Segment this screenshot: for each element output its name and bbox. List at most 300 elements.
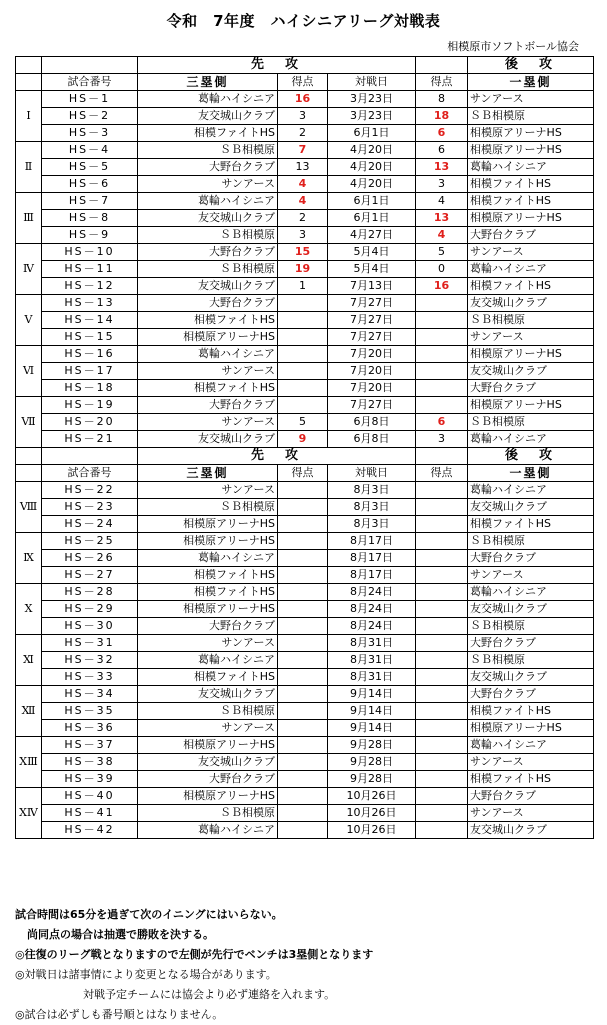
away-score: 6 [416, 125, 468, 142]
match-date: 4月20日 [328, 176, 416, 193]
away-score [416, 346, 468, 363]
col-away-score: 得点 [416, 465, 468, 482]
away-score: 18 [416, 108, 468, 125]
match-date: 9月28日 [328, 754, 416, 771]
away-team: 相模ファイトHS [468, 703, 594, 720]
table-row [16, 125, 594, 142]
match-date: 5月4日 [328, 261, 416, 278]
table-row [16, 431, 594, 448]
match-date: 8月17日 [328, 533, 416, 550]
home-score: 4 [278, 176, 328, 193]
home-score: 3 [278, 227, 328, 244]
away-score [416, 822, 468, 839]
round-label: Ⅸ [16, 533, 42, 584]
away-team: ＳＢ相模原 [468, 652, 594, 669]
home-score: 9 [278, 431, 328, 448]
match-date: 6月8日 [328, 414, 416, 431]
home-team: サンアース [138, 720, 278, 737]
away-score [416, 618, 468, 635]
game-number: HS－22 [42, 482, 138, 499]
match-date: 6月8日 [328, 431, 416, 448]
away-team: 友交城山クラブ [468, 295, 594, 312]
away-score: 6 [416, 414, 468, 431]
home-team: ＳＢ相模原 [138, 703, 278, 720]
match-date: 7月20日 [328, 363, 416, 380]
away-team: 大野台クラブ [468, 380, 594, 397]
away-score [416, 720, 468, 737]
home-score [278, 567, 328, 584]
organizer: 相模原市ソフトボール協会 [447, 40, 579, 53]
home-score [278, 584, 328, 601]
note-line: 対戦予定チームには協会より必ず連絡を入れます。 [83, 988, 336, 1001]
match-date: 9月14日 [328, 720, 416, 737]
round-label: XⅢ [16, 737, 42, 788]
table-row [16, 533, 594, 550]
home-team: 葛輪ハイシニア [138, 193, 278, 210]
away-score [416, 516, 468, 533]
match-date: 5月4日 [328, 244, 416, 261]
away-group-header: 後 攻 [468, 57, 594, 74]
match-date: 9月14日 [328, 703, 416, 720]
round-label: Ⅻ [16, 686, 42, 737]
home-score [278, 635, 328, 652]
game-number: HS－23 [42, 499, 138, 516]
game-number: HS－13 [42, 295, 138, 312]
home-score [278, 329, 328, 346]
table-row [16, 142, 594, 159]
page-title: 令和 7年度 ハイシニアリーグ対戦表 [166, 12, 441, 30]
table-row [16, 329, 594, 346]
game-number: HS－32 [42, 652, 138, 669]
away-score [416, 380, 468, 397]
away-score: 8 [416, 91, 468, 108]
match-date: 9月28日 [328, 737, 416, 754]
away-score: 16 [416, 278, 468, 295]
table-row [16, 295, 594, 312]
away-score [416, 737, 468, 754]
home-team: 相模ファイトHS [138, 669, 278, 686]
home-team: 大野台クラブ [138, 771, 278, 788]
home-team: 相模原アリーナHS [138, 601, 278, 618]
away-score [416, 754, 468, 771]
round-label: Ⅳ [16, 244, 42, 295]
away-score [416, 550, 468, 567]
table-row [16, 346, 594, 363]
table-row [16, 754, 594, 771]
home-score [278, 754, 328, 771]
match-date: 8月24日 [328, 601, 416, 618]
note-line: ◎対戦日は諸事情により変更となる場合があります。 [15, 968, 277, 981]
game-number: HS－14 [42, 312, 138, 329]
header-row-groups [16, 448, 594, 465]
away-score: 13 [416, 210, 468, 227]
table-row [16, 176, 594, 193]
header-row-groups [16, 57, 594, 74]
table-row [16, 227, 594, 244]
match-date: 4月20日 [328, 159, 416, 176]
game-number: HS－16 [42, 346, 138, 363]
home-team: 相模原アリーナHS [138, 533, 278, 550]
home-score [278, 788, 328, 805]
home-score [278, 720, 328, 737]
match-date: 8月3日 [328, 516, 416, 533]
round-label: Ⅷ [16, 482, 42, 533]
game-number: HS－19 [42, 397, 138, 414]
table-row [16, 210, 594, 227]
table-row [16, 686, 594, 703]
home-team: 相模ファイトHS [138, 380, 278, 397]
away-score [416, 499, 468, 516]
home-group-header: 先 攻 [138, 57, 416, 74]
game-number: HS－3 [42, 125, 138, 142]
match-date: 9月14日 [328, 686, 416, 703]
match-date: 3月23日 [328, 108, 416, 125]
table-row [16, 108, 594, 125]
match-date: 7月13日 [328, 278, 416, 295]
home-score [278, 771, 328, 788]
game-number: HS－38 [42, 754, 138, 771]
away-team: 相模ファイトHS [468, 193, 594, 210]
game-number: HS－30 [42, 618, 138, 635]
away-team: 相模原アリーナHS [468, 210, 594, 227]
home-team: 相模原アリーナHS [138, 329, 278, 346]
away-score: 0 [416, 261, 468, 278]
away-team: 大野台クラブ [468, 550, 594, 567]
away-team: サンアース [468, 567, 594, 584]
game-number: HS－29 [42, 601, 138, 618]
table-row [16, 159, 594, 176]
table-row [16, 550, 594, 567]
home-team: ＳＢ相模原 [138, 261, 278, 278]
col-game-no: 試合番号 [42, 74, 138, 91]
home-team: サンアース [138, 414, 278, 431]
game-number: HS－10 [42, 244, 138, 261]
game-number: HS－35 [42, 703, 138, 720]
away-team: ＳＢ相模原 [468, 618, 594, 635]
game-number: HS－39 [42, 771, 138, 788]
home-score [278, 805, 328, 822]
header-row-columns [16, 465, 594, 482]
table-row [16, 703, 594, 720]
home-team: 葛輪ハイシニア [138, 652, 278, 669]
game-number: HS－37 [42, 737, 138, 754]
home-score [278, 295, 328, 312]
away-score [416, 363, 468, 380]
match-date: 7月27日 [328, 329, 416, 346]
home-team: 葛輪ハイシニア [138, 550, 278, 567]
table-row [16, 822, 594, 839]
home-team: 友交城山クラブ [138, 278, 278, 295]
game-number: HS－15 [42, 329, 138, 346]
away-team: 大野台クラブ [468, 227, 594, 244]
table-row [16, 771, 594, 788]
schedule-table [15, 56, 594, 839]
away-team: 相模原アリーナHS [468, 142, 594, 159]
match-date: 8月31日 [328, 669, 416, 686]
round-label: Ⅺ [16, 635, 42, 686]
game-number: HS－25 [42, 533, 138, 550]
home-team: 大野台クラブ [138, 618, 278, 635]
home-score: 4 [278, 193, 328, 210]
round-label: Ⅲ [16, 193, 42, 244]
game-number: HS－9 [42, 227, 138, 244]
away-team: ＳＢ相模原 [468, 108, 594, 125]
home-score [278, 703, 328, 720]
away-score [416, 771, 468, 788]
away-score [416, 805, 468, 822]
table-row [16, 601, 594, 618]
table-row [16, 720, 594, 737]
table-row [16, 516, 594, 533]
match-date: 4月20日 [328, 142, 416, 159]
table-row [16, 584, 594, 601]
away-team: サンアース [468, 805, 594, 822]
table-row [16, 788, 594, 805]
away-score: 3 [416, 176, 468, 193]
away-team: 友交城山クラブ [468, 499, 594, 516]
away-score [416, 601, 468, 618]
table-row [16, 499, 594, 516]
game-number: HS－20 [42, 414, 138, 431]
home-team: 相模ファイトHS [138, 567, 278, 584]
home-score [278, 363, 328, 380]
home-score [278, 499, 328, 516]
home-score [278, 550, 328, 567]
game-number: HS－6 [42, 176, 138, 193]
home-score: 2 [278, 210, 328, 227]
away-team: 相模ファイトHS [468, 516, 594, 533]
note-line: 尚同点の場合は抽選で勝敗を決する。 [27, 928, 214, 941]
match-date: 3月23日 [328, 91, 416, 108]
home-score: 7 [278, 142, 328, 159]
round-label: Ⅵ [16, 346, 42, 397]
home-team: ＳＢ相模原 [138, 142, 278, 159]
match-date: 10月26日 [328, 822, 416, 839]
away-score [416, 703, 468, 720]
col-date: 対戦日 [328, 465, 416, 482]
home-team: サンアース [138, 176, 278, 193]
game-number: HS－7 [42, 193, 138, 210]
away-team: 大野台クラブ [468, 788, 594, 805]
away-score: 3 [416, 431, 468, 448]
table-row [16, 363, 594, 380]
home-score: 19 [278, 261, 328, 278]
note-line: 試合時間は65分を過ぎて次のイニングにはいらない。 [15, 908, 283, 921]
home-team: 葛輪ハイシニア [138, 822, 278, 839]
away-score [416, 788, 468, 805]
away-team: サンアース [468, 329, 594, 346]
col-date: 対戦日 [328, 74, 416, 91]
home-score [278, 669, 328, 686]
away-team: 大野台クラブ [468, 635, 594, 652]
home-score [278, 686, 328, 703]
away-score [416, 397, 468, 414]
col-home-side: 三塁側 [138, 465, 278, 482]
table-row [16, 635, 594, 652]
match-date: 8月24日 [328, 618, 416, 635]
home-team: 葛輪ハイシニア [138, 91, 278, 108]
away-team: 相模ファイトHS [468, 771, 594, 788]
note-line: ◎往復のリーグ戦となりますので左側が先行でベンチは3塁側となります [15, 948, 374, 961]
table-row [16, 397, 594, 414]
away-team: 相模原アリーナHS [468, 125, 594, 142]
table-row [16, 482, 594, 499]
away-team: 相模原アリーナHS [468, 397, 594, 414]
game-number: HS－18 [42, 380, 138, 397]
match-date: 6月1日 [328, 125, 416, 142]
home-score [278, 533, 328, 550]
home-team: サンアース [138, 363, 278, 380]
table-row [16, 737, 594, 754]
match-date: 8月17日 [328, 550, 416, 567]
game-number: HS－8 [42, 210, 138, 227]
away-score: 5 [416, 244, 468, 261]
table-row [16, 567, 594, 584]
match-date: 8月31日 [328, 652, 416, 669]
away-score [416, 669, 468, 686]
home-score: 13 [278, 159, 328, 176]
home-team: 相模ファイトHS [138, 125, 278, 142]
round-label: Ⅱ [16, 142, 42, 193]
home-team: ＳＢ相模原 [138, 805, 278, 822]
col-game-no: 試合番号 [42, 465, 138, 482]
home-team: 友交城山クラブ [138, 754, 278, 771]
match-date: 8月3日 [328, 499, 416, 516]
game-number: HS－1 [42, 91, 138, 108]
notes [15, 905, 595, 1025]
match-date: 8月3日 [328, 482, 416, 499]
away-score [416, 312, 468, 329]
table-row [16, 380, 594, 397]
table-row [16, 193, 594, 210]
round-label: XⅣ [16, 788, 42, 839]
table-row [16, 669, 594, 686]
home-score [278, 380, 328, 397]
away-score [416, 635, 468, 652]
match-date: 7月27日 [328, 397, 416, 414]
away-team: 葛輪ハイシニア [468, 159, 594, 176]
round-label: Ⅰ [16, 91, 42, 142]
match-date: 7月27日 [328, 312, 416, 329]
away-team: 友交城山クラブ [468, 601, 594, 618]
home-score: 15 [278, 244, 328, 261]
match-date: 8月24日 [328, 584, 416, 601]
home-team: 相模ファイトHS [138, 312, 278, 329]
col-home-side: 三塁側 [138, 74, 278, 91]
home-group-header: 先 攻 [138, 448, 416, 465]
away-team: 葛輪ハイシニア [468, 431, 594, 448]
home-team: サンアース [138, 482, 278, 499]
away-team: ＳＢ相模原 [468, 533, 594, 550]
game-number: HS－34 [42, 686, 138, 703]
away-score [416, 584, 468, 601]
away-score [416, 567, 468, 584]
away-team: サンアース [468, 754, 594, 771]
away-team: 友交城山クラブ [468, 669, 594, 686]
game-number: HS－36 [42, 720, 138, 737]
match-date: 7月27日 [328, 295, 416, 312]
table-row [16, 261, 594, 278]
game-number: HS－41 [42, 805, 138, 822]
table-row [16, 414, 594, 431]
home-team: 友交城山クラブ [138, 686, 278, 703]
col-home-score: 得点 [278, 465, 328, 482]
game-number: HS－42 [42, 822, 138, 839]
game-number: HS－40 [42, 788, 138, 805]
away-team: 相模原アリーナHS [468, 720, 594, 737]
away-team: 相模ファイトHS [468, 176, 594, 193]
home-score: 16 [278, 91, 328, 108]
away-score: 6 [416, 142, 468, 159]
away-score [416, 652, 468, 669]
game-number: HS－5 [42, 159, 138, 176]
home-team: サンアース [138, 635, 278, 652]
match-date: 10月26日 [328, 805, 416, 822]
away-team: 葛輪ハイシニア [468, 261, 594, 278]
home-score: 2 [278, 125, 328, 142]
col-away-side: 一塁側 [468, 465, 594, 482]
home-score [278, 516, 328, 533]
note-line: ◎試合は必ずしも番号順とはなりません。 [15, 1008, 224, 1021]
table-row [16, 91, 594, 108]
match-date: 6月1日 [328, 210, 416, 227]
home-score [278, 601, 328, 618]
col-away-side: 一塁側 [468, 74, 594, 91]
away-score [416, 482, 468, 499]
table-row [16, 805, 594, 822]
home-team: ＳＢ相模原 [138, 499, 278, 516]
home-score [278, 618, 328, 635]
table-row [16, 278, 594, 295]
match-date: 7月20日 [328, 380, 416, 397]
away-group-header: 後 攻 [468, 448, 594, 465]
game-number: HS－27 [42, 567, 138, 584]
home-score: 5 [278, 414, 328, 431]
home-team: 葛輪ハイシニア [138, 346, 278, 363]
game-number: HS－21 [42, 431, 138, 448]
home-team: 相模原アリーナHS [138, 737, 278, 754]
home-team: 友交城山クラブ [138, 108, 278, 125]
game-number: HS－11 [42, 261, 138, 278]
game-number: HS－12 [42, 278, 138, 295]
home-team: 相模原アリーナHS [138, 516, 278, 533]
home-team: 大野台クラブ [138, 397, 278, 414]
away-team: サンアース [468, 244, 594, 261]
round-label: Ⅶ [16, 397, 42, 448]
match-date: 6月1日 [328, 193, 416, 210]
game-number: HS－2 [42, 108, 138, 125]
game-number: HS－24 [42, 516, 138, 533]
table-row [16, 244, 594, 261]
match-date: 7月20日 [328, 346, 416, 363]
round-label: Ⅴ [16, 295, 42, 346]
home-score [278, 652, 328, 669]
home-score [278, 397, 328, 414]
match-date: 8月17日 [328, 567, 416, 584]
away-team: サンアース [468, 91, 594, 108]
home-team: 大野台クラブ [138, 295, 278, 312]
home-team: 友交城山クラブ [138, 431, 278, 448]
away-team: 大野台クラブ [468, 686, 594, 703]
table-row [16, 312, 594, 329]
home-team: 相模ファイトHS [138, 584, 278, 601]
home-score: 3 [278, 108, 328, 125]
away-score [416, 295, 468, 312]
away-team: 友交城山クラブ [468, 363, 594, 380]
home-team: 友交城山クラブ [138, 210, 278, 227]
away-team: ＳＢ相模原 [468, 312, 594, 329]
home-team: ＳＢ相模原 [138, 227, 278, 244]
